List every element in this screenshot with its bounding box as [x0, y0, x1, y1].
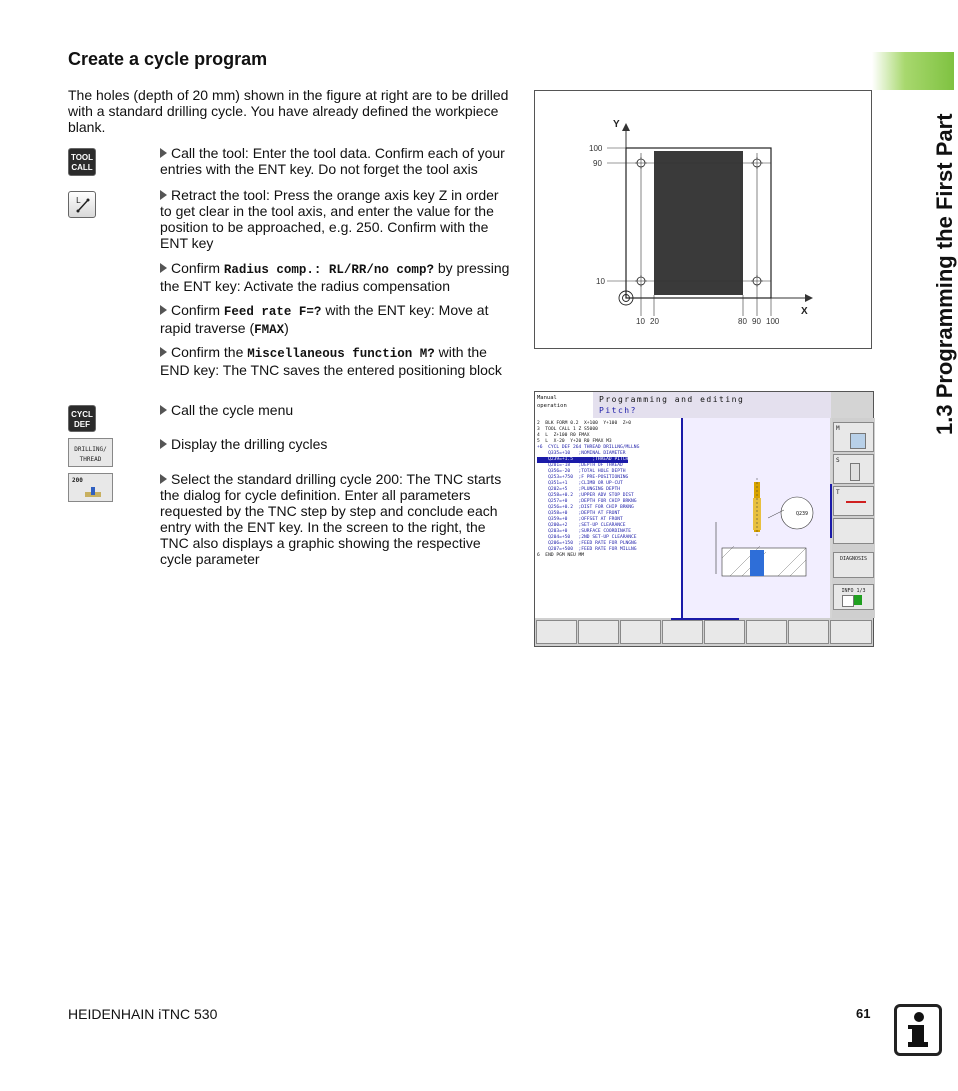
vertical-softkey-bar: [832, 418, 875, 618]
softkey-t[interactable]: T: [833, 486, 874, 516]
arrow-bullet-icon: [160, 263, 167, 273]
cycle-200-softkey[interactable]: 200: [68, 473, 113, 502]
softkey-blank[interactable]: [833, 518, 874, 544]
program-line[interactable]: Q207=+500 ;FEED RATE FOR MILLNG: [537, 547, 637, 552]
program-line[interactable]: 3 TOOL CALL 1 Z S5000: [537, 427, 598, 432]
horizontal-softkey-bar: [535, 618, 873, 646]
program-line[interactable]: Q202=+5 ;PLUNGING DEPTH: [537, 487, 620, 492]
softkey-2[interactable]: [578, 620, 619, 644]
info-icon: [894, 1004, 942, 1056]
softkey-4[interactable]: [662, 620, 703, 644]
tnc-screen: [534, 391, 874, 647]
softkey-1[interactable]: [536, 620, 577, 644]
softkey-5[interactable]: [704, 620, 745, 644]
program-line[interactable]: Q256=+0.2 ;DIST FOR CHIP BRKNG: [537, 505, 634, 510]
step-misc-function: Confirm the Miscellaneous function M? with the END key: The TNC saves the entered positioning block: [160, 344, 502, 378]
workpiece-drawing: [535, 91, 871, 348]
program-line[interactable]: Q239=+1.5 ;THREAD PITCH: [537, 457, 629, 462]
info-green-icon: [854, 595, 862, 605]
y-tick: 90: [593, 159, 602, 168]
info-softkey[interactable]: INFO 1/3: [833, 584, 874, 610]
program-line[interactable]: 5 L X-20 Y+20 R0 FMAX M3: [537, 439, 612, 444]
x-axis-label: X: [801, 306, 808, 317]
softkey-3[interactable]: [620, 620, 661, 644]
softkey-8[interactable]: [830, 620, 872, 644]
step-tool-call: Call the tool: Enter the tool data. Confirm each of your entries with the ENT key. Do not forget the tool axis: [160, 145, 505, 177]
machine-icon: [850, 433, 866, 449]
page-number: 61: [856, 1006, 871, 1021]
y-axis-label: Y: [613, 119, 620, 130]
program-line[interactable]: Q258=+0.2 ;UPPER ADV STOP DIST: [537, 493, 634, 498]
step-radius-comp: Confirm Radius comp.: RL/RR/no comp? by pressing the ENT key: Activate the radius compensation: [160, 260, 510, 294]
program-line[interactable]: Q253=+750 ;F PRE-POSITIONING: [537, 475, 629, 480]
cycl-def-key[interactable]: CYCL DEF: [68, 405, 96, 432]
arrow-bullet-icon: [160, 190, 167, 200]
step-feed-rate: Confirm Feed rate F=? with the ENT key: Move at rapid traverse (FMAX): [160, 302, 489, 337]
program-line[interactable]: Q335=+10 ;NOMINAL DIAMETER: [537, 451, 626, 456]
section-title: Create a cycle program: [68, 49, 268, 69]
tool-icon: [846, 501, 866, 503]
workpiece-figure: [534, 90, 872, 349]
linear-move-key[interactable]: [68, 191, 96, 218]
x-tick: 10: [636, 317, 645, 326]
softkey-m[interactable]: M: [833, 422, 874, 452]
program-line[interactable]: 2 BLK FORM 0.2 X+100 Y+100 Z+0: [537, 421, 632, 426]
footer-product: HEIDENHAIN iTNC 530: [68, 1006, 218, 1022]
program-line[interactable]: Q359=+0 ;OFFSET AT FRONT: [537, 517, 623, 522]
program-line[interactable]: 4 L Z+100 R0 FMAX: [537, 433, 590, 438]
diagnosis-softkey[interactable]: DIAGNOSIS: [833, 552, 874, 578]
program-line[interactable]: Q206=+150 ;FEED RATE FOR PLNGNG: [537, 541, 637, 546]
program-line[interactable]: Q358=+0 ;DEPTH AT FRONT: [537, 511, 620, 516]
program-line[interactable]: Q204=+50 ;2ND SET-UP CLEARANCE: [537, 535, 637, 540]
arrow-bullet-icon: [160, 439, 167, 449]
program-line[interactable]: Q356=-20 ;TOTAL HOLE DEPTH: [537, 469, 626, 474]
linear-move-icon: [69, 192, 95, 217]
header-bar: Programming and editing Pitch?: [593, 392, 831, 418]
step-select-cycle-200: Select the standard drilling cycle 200: The TNC starts the dialog for cycle definition. Enter all parameters requested by the TNC step by step and conclude each entry with the ENT key. In the screen to the right, the TNC also displays a graphic showing the respective cycle parameter: [160, 471, 502, 567]
y-tick: 10: [596, 277, 605, 286]
arrow-bullet-icon: [160, 305, 167, 315]
program-line[interactable]: Q351=+1 ;CLIMB OR UP-CUT: [537, 481, 623, 486]
chapter-title: 1.3 Programming the First Part: [932, 113, 957, 435]
info-doc-icon: [842, 595, 854, 607]
program-line[interactable]: 6 END PGM NEU MM: [537, 553, 585, 558]
program-line[interactable]: Q257=+0 ;DEPTH FOR CHIP BRKNG: [537, 499, 637, 504]
graphic-q-label: Q239: [796, 511, 809, 517]
arrow-bullet-icon: [160, 347, 167, 357]
program-line[interactable]: Q201=-18 ;DEPTH OF THREAD: [537, 463, 623, 468]
step-drilling-cycles: Display the drilling cycles: [160, 436, 512, 452]
program-line[interactable]: +6 CYCL DEF 264 THREAD DRILLNG/MLLNG: [537, 445, 640, 450]
drilling-thread-softkey[interactable]: DRILLING/ THREAD: [68, 438, 113, 467]
panel-divider: [681, 418, 683, 618]
x-tick: 20: [650, 317, 659, 326]
svg-text:L: L: [76, 196, 81, 205]
spindle-icon: [850, 463, 860, 481]
info-i-glyph: [897, 1007, 939, 1053]
program-listing: [537, 421, 682, 559]
arrow-bullet-icon: [160, 474, 167, 484]
program-line[interactable]: Q203=+0 ;SURFACE COORDINATE: [537, 529, 632, 534]
x-tick: 90: [752, 317, 761, 326]
x-tick: 80: [738, 317, 747, 326]
x-tick: 100: [766, 317, 780, 326]
intro-paragraph: The holes (depth of 20 mm) shown in the figure at right are to be drilled with a standard drilling cycle. You have already defined the workpiece blank.: [68, 87, 509, 135]
softkey-6[interactable]: [746, 620, 787, 644]
arrow-bullet-icon: [160, 148, 167, 158]
active-softkey-marker: [671, 618, 739, 620]
graphic-panel: [682, 418, 830, 618]
program-line[interactable]: Q200=+2 ;SET-UP CLEARANCE: [537, 523, 626, 528]
softkey-s[interactable]: S: [833, 454, 874, 484]
mode-indicator: Manual operation: [535, 392, 597, 418]
arrow-bullet-icon: [160, 405, 167, 415]
softkey-7[interactable]: [788, 620, 829, 644]
drill-cycle-icon: [83, 486, 103, 498]
tool-call-key[interactable]: TOOL CALL: [68, 148, 96, 176]
y-tick: 100: [589, 144, 603, 153]
step-cycle-menu: Call the cycle menu: [160, 402, 512, 418]
step-retract-tool: Retract the tool: Press the orange axis key Z in order to get clear in the tool axis, and enter the value for the position to be approached, e.g. 250. Confirm with the ENT key: [160, 187, 499, 251]
thread-cycle-graphic: [682, 418, 830, 618]
